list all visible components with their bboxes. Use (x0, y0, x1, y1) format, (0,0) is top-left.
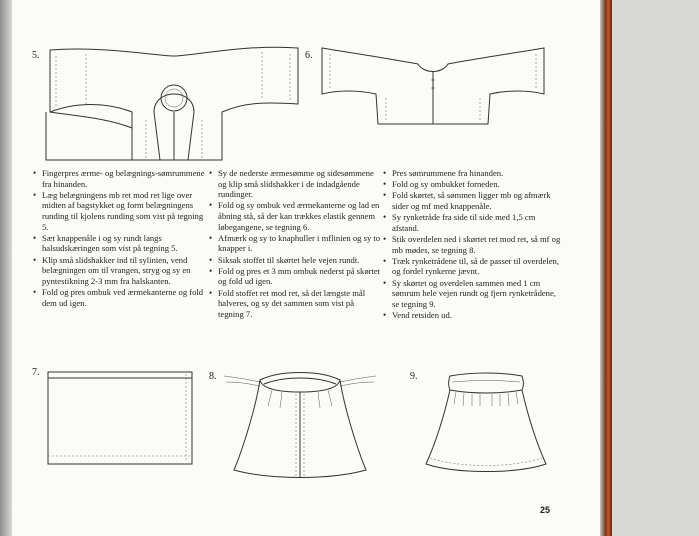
page-number: 25 (540, 505, 551, 515)
instruction-item: • Fingerpres ærme- og belægnings-sømrummene fra hinanden. (33, 168, 211, 189)
instruction-item: • Sy de nederste ærmesømme og sidesømmene og klip små slidshakker i de indadgående rundinger. (209, 168, 381, 200)
figure-5-label: 5. (32, 50, 40, 61)
next-page-edge (612, 0, 699, 536)
instructions-column-2 (209, 168, 381, 320)
instructions-column-1 (33, 168, 211, 309)
instruction-item: • Sy rynketråde fra side til side med 1,5 cm afstand. (383, 212, 561, 233)
instruction-item: • Siksak stoffet til skørtet hele vejen rundt. (209, 255, 381, 266)
instruction-item: • Stik overdelen ned i skørtet ret mod ret, så mf og mb mødes, se tegning 8. (383, 234, 561, 255)
instruction-item: • Sæt knappenåle i og sy rundt langs halsudskæringen som vist på tegning 5. (33, 233, 211, 254)
figure-7-drawing (46, 368, 196, 468)
instruction-item: • Fold og sy ombukket forneden. (383, 179, 561, 190)
page-left-edge (0, 0, 12, 536)
figure-6-drawing (318, 42, 548, 126)
figure-5-drawing (46, 42, 302, 162)
instruction-item: • Læg belægningens mb ret mod ret lige over midten af bagstykket og form belægningens runding til kjolens runding som vist på tegning 5. (33, 190, 211, 232)
figure-6-label: 6. (305, 50, 313, 61)
figure-8-drawing (220, 366, 380, 484)
book-page (12, 0, 600, 536)
figure-9-drawing (416, 372, 556, 476)
instruction-item: • Vend retsiden ud. (383, 310, 561, 321)
instruction-item: • Klip små slidshakker ind til sylinien, vend belægningen om til vrangen, stryg og sy en pyntestikning 2-3 mm fra halskanten. (33, 255, 211, 287)
instruction-item: • Fold og pres ombuk ved ærmekanterne og fold dem ud igen. (33, 287, 211, 308)
instruction-item: • Træk rynketrådene til, så de passer til overdelen, og fordel rynkerne jævnt. (383, 256, 561, 277)
book-spine (600, 0, 612, 536)
instructions-column-3 (383, 168, 561, 321)
instruction-item: • Sy skørtet og overdelen sammen med 1 cm sømrum hele vejen rundt og fjern rynketrådene, se tegning 9. (383, 278, 561, 310)
figure-8-label: 8. (209, 371, 217, 382)
instruction-item: • Fold og pres et 3 mm ombuk nederst på skørtet og fold ud igen. (209, 266, 381, 287)
instruction-item: • Afmærk og sy to knaphuller i mflinien og sy to knapper i. (209, 233, 381, 254)
figure-9-label: 9. (410, 371, 418, 382)
instruction-item: • Fold stoffet ret mod ret, så det længste mål halveres, og sy det sammen som vist på tegning 7. (209, 288, 381, 320)
instruction-item: • Pres sømrummene fra hinanden. (383, 168, 561, 179)
instruction-item: • Fold og sy ombuk ved ærmekanterne og lad en åbning stå, så der kan trækkes elastik gennem løbegangene, se tegning 6. (209, 200, 381, 232)
figure-7-label: 7. (32, 367, 40, 378)
instruction-item: • Fold skørtet, så sømmen ligger mb og afmærk sider og mf med knappenåle. (383, 190, 561, 211)
